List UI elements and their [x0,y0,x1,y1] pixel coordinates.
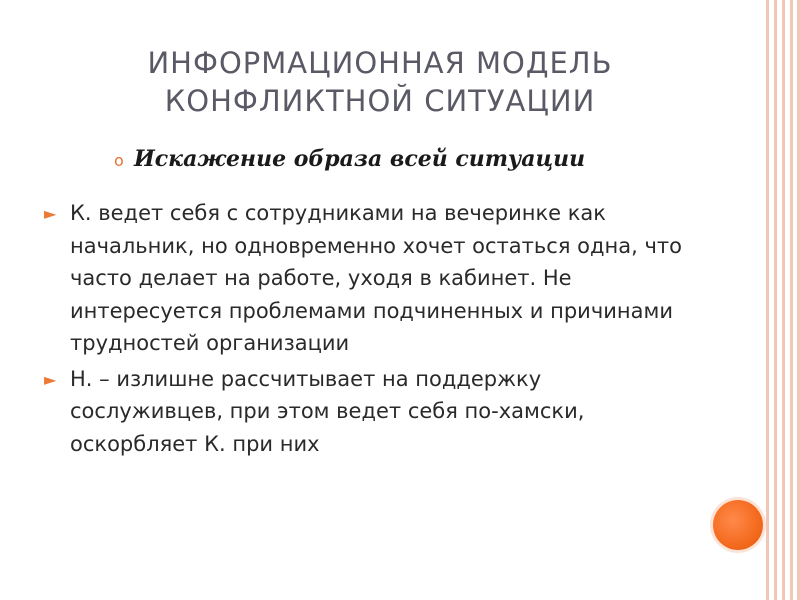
slide-title-line-1: ИНФОРМАЦИОННАЯ МОДЕЛЬ [147,46,613,80]
bullet-list [44,197,684,463]
list-item-text: К. ведет себя с сотрудниками на вечеринке как начальник, но одновременно хочет остаться одна, что часто делает на работе, уходя в кабинет. Не интересуется проблемами подчиненных и причинами трудностей организации [70,201,682,355]
decorative-circle-icon [713,500,763,550]
decorative-stripe [774,0,777,600]
list-item-text: Н. – излишне рассчитывает на поддержку сослуживцев, при этом ведет себя по-хамски, оскорбляет К. при них [70,366,585,456]
list-item [44,363,684,461]
circle-bullet-icon: ο [114,151,124,170]
list-item [44,197,684,360]
slide-title [60,44,700,120]
decorative-stripe [766,0,769,600]
decorative-stripe [790,0,793,600]
arrow-bullet-icon: ► [44,204,57,223]
subheading [114,146,674,172]
subheading-text: Искажение образа всей ситуации [134,146,586,172]
decorative-stripe [782,0,785,600]
slide-title-line-2: КОНФЛИКТНОЙ СИТУАЦИИ [164,84,596,118]
arrow-bullet-icon: ► [44,369,57,389]
